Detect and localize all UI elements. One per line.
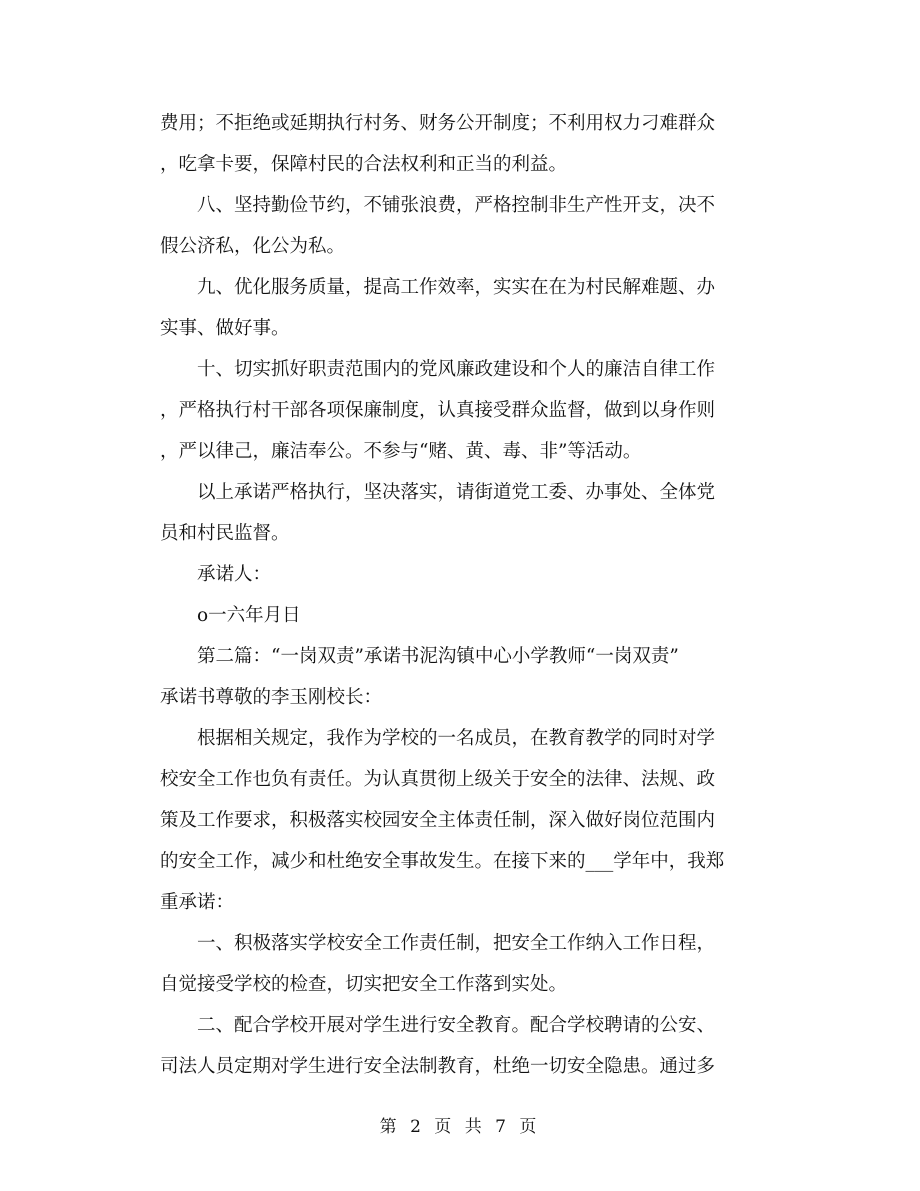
text-line: 承诺人：: [197, 564, 272, 585]
text-line: 自觉接受学校的检查，切实把安全工作落到实处。: [160, 974, 568, 995]
text-line: 费用；不拒绝或延期执行村务、财务公开制度；不利用权力刁难群众: [160, 113, 716, 134]
text-line: 承诺书尊敬的李玉刚校长：: [160, 687, 383, 708]
text-line: 第二篇：“一岗双责”承诺书泥沟镇中心小学教师“一岗双责”: [197, 646, 679, 667]
text-line: 根据相关规定，我作为学校的一名成员，在教育教学的同时对学: [197, 728, 716, 749]
text-line: 一、积极落实学校安全工作责任制，把安全工作纳入工作日程，: [197, 933, 716, 954]
text-line: 二、配合学校开展对学生进行安全教育。配合学校聘请的公安、: [197, 1015, 716, 1036]
document-body: [160, 103, 770, 1087]
text-line: ，严格执行村干部各项保廉制度，认真接受群众监督，做到以身作则: [160, 400, 716, 421]
text-line: 司法人员定期对学生进行安全法制教育，杜绝一切安全隐患。通过多: [160, 1056, 716, 1077]
text-line: 的安全工作，减少和杜绝安全事故发生。在接下来的___学年中，我郑: [160, 851, 725, 872]
text-line: 员和村民监督。: [160, 523, 290, 544]
text-line: 以上承诺严格执行，坚决落实，请街道党工委、办事处、全体党: [197, 482, 716, 503]
text-line: 实事、做好事。: [160, 318, 290, 339]
page-footer: 第 2 页 共 7 页: [379, 1117, 541, 1137]
text-line: ，吃拿卡要，保障村民的合法权利和正当的利益。: [160, 154, 568, 175]
text-line: 重承诺：: [160, 892, 235, 913]
text-line: ，严以律己，廉洁奉公。不参与“赌、黄、毒、非”等活动。: [160, 441, 642, 462]
text-line: 策及工作要求，积极落实校园安全主体责任制，深入做好岗位范围内: [160, 810, 716, 831]
text-line: 八、坚持勤俭节约，不铺张浪费，严格控制非生产性开支，决不: [197, 195, 716, 216]
text-line: 校安全工作也负有责任。为认真贯彻上级关于安全的法律、法规、政: [160, 769, 716, 790]
text-line: 假公济私，化公为私。: [160, 236, 346, 257]
text-line: o一六年月日: [197, 605, 301, 626]
text-line: 十、切实抓好职责范围内的党风廉政建设和个人的廉洁自律工作: [197, 359, 716, 380]
text-line: 九、优化服务质量，提高工作效率，实实在在为村民解难题、办: [197, 277, 716, 298]
